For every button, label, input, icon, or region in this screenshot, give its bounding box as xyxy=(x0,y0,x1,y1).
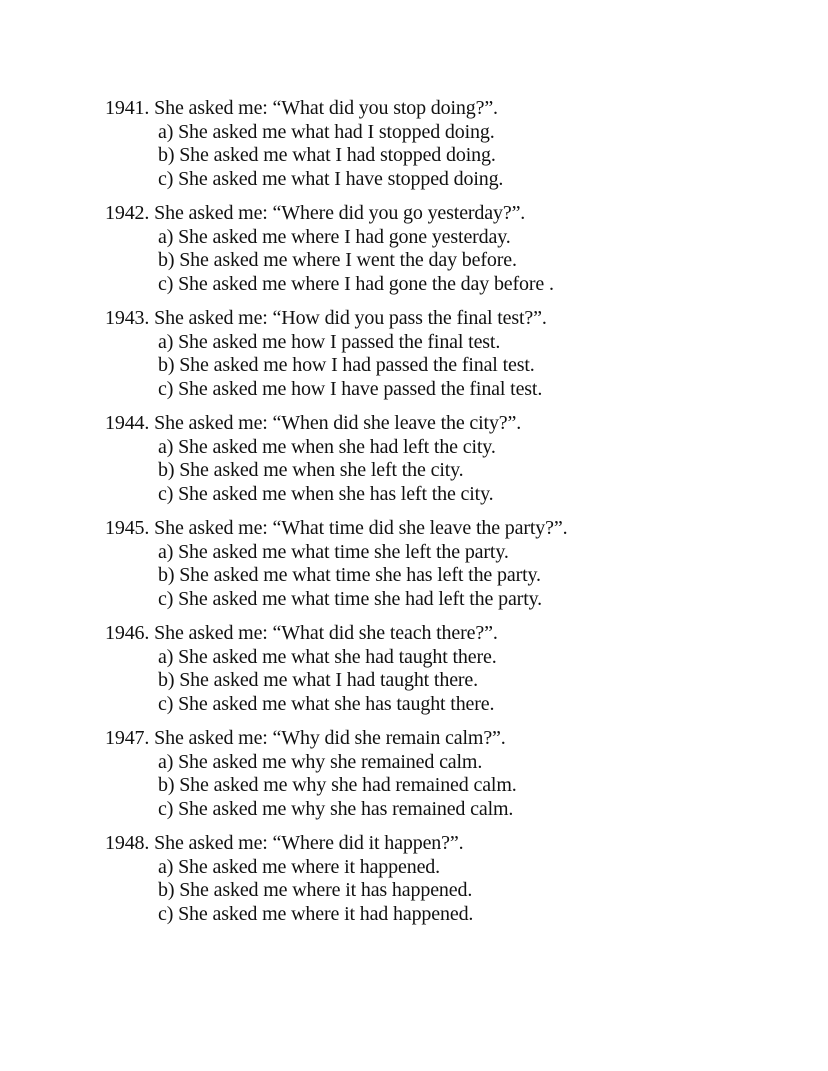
question-1942 xyxy=(105,202,805,296)
question-number: 1946. xyxy=(105,622,150,644)
option-c: c) She asked me where I had gone the day before . xyxy=(158,272,554,295)
question-prompt xyxy=(105,412,805,436)
option-c: c) She asked me why she has remained calm. xyxy=(158,797,514,820)
options-list xyxy=(105,541,805,612)
question-text: She asked me: “When did she leave the city?”. xyxy=(154,412,522,434)
option-b: b) She asked me when she left the city. xyxy=(158,459,464,481)
option-a: a) She asked me why she remained calm. xyxy=(158,750,483,773)
question-text: She asked me: “What did she teach there?”. xyxy=(154,622,498,644)
options-list xyxy=(105,331,805,402)
question-number: 1942. xyxy=(105,202,150,224)
option-a: a) She asked me when she had left the city. xyxy=(158,435,496,458)
question-number: 1941. xyxy=(105,97,150,119)
question-text: She asked me: “Where did you go yesterday?”. xyxy=(154,202,526,224)
question-prompt xyxy=(105,202,805,226)
option-b: b) She asked me what time she has left the party. xyxy=(158,564,541,586)
option-a: a) She asked me what had I stopped doing. xyxy=(158,120,495,143)
option-c: c) She asked me how I have passed the final test. xyxy=(158,377,543,400)
option-c: c) She asked me what time she had left the party. xyxy=(158,587,542,610)
question-text: She asked me: “Why did she remain calm?”. xyxy=(154,727,506,749)
question-number: 1945. xyxy=(105,517,150,539)
question-number: 1947. xyxy=(105,727,150,749)
option-b: b) She asked me where I went the day before. xyxy=(158,249,517,271)
options-list xyxy=(105,226,805,297)
option-a: a) She asked me where I had gone yesterday. xyxy=(158,225,511,248)
question-1947 xyxy=(105,727,805,821)
question-number: 1948. xyxy=(105,832,150,854)
options-list xyxy=(105,121,805,192)
question-text: She asked me: “Where did it happen?”. xyxy=(154,832,464,854)
option-c: c) She asked me when she has left the city. xyxy=(158,482,494,505)
question-text: She asked me: “How did you pass the final test?”. xyxy=(154,307,547,329)
option-a: a) She asked me where it happened. xyxy=(158,855,441,878)
option-b: b) She asked me how I had passed the final test. xyxy=(158,354,535,376)
option-c: c) She asked me what she has taught there. xyxy=(158,692,495,715)
option-a: a) She asked me what she had taught there. xyxy=(158,645,497,668)
question-number: 1944. xyxy=(105,412,150,434)
question-prompt xyxy=(105,727,805,751)
question-1941 xyxy=(105,97,805,191)
question-number: 1943. xyxy=(105,307,150,329)
question-1948 xyxy=(105,832,805,926)
question-prompt xyxy=(105,97,805,121)
option-b: b) She asked me what I had stopped doing. xyxy=(158,144,496,166)
option-a: a) She asked me what time she left the party. xyxy=(158,540,509,563)
question-1946 xyxy=(105,622,805,716)
question-text: She asked me: “What did you stop doing?”. xyxy=(154,97,498,119)
document-page xyxy=(105,97,805,937)
question-prompt xyxy=(105,307,805,331)
option-c: c) She asked me where it had happened. xyxy=(158,902,474,925)
option-b: b) She asked me what I had taught there. xyxy=(158,669,479,691)
question-prompt xyxy=(105,622,805,646)
question-prompt xyxy=(105,832,805,856)
options-list xyxy=(105,646,805,717)
option-b: b) She asked me where it has happened. xyxy=(158,879,473,901)
option-b: b) She asked me why she had remained calm. xyxy=(158,774,517,796)
question-1945 xyxy=(105,517,805,611)
question-1944 xyxy=(105,412,805,506)
options-list xyxy=(105,856,805,927)
options-list xyxy=(105,751,805,822)
option-a: a) She asked me how I passed the final test. xyxy=(158,330,501,353)
question-text: She asked me: “What time did she leave the party?”. xyxy=(154,517,568,539)
question-1943 xyxy=(105,307,805,401)
option-c: c) She asked me what I have stopped doing. xyxy=(158,167,504,190)
options-list xyxy=(105,436,805,507)
question-prompt xyxy=(105,517,805,541)
